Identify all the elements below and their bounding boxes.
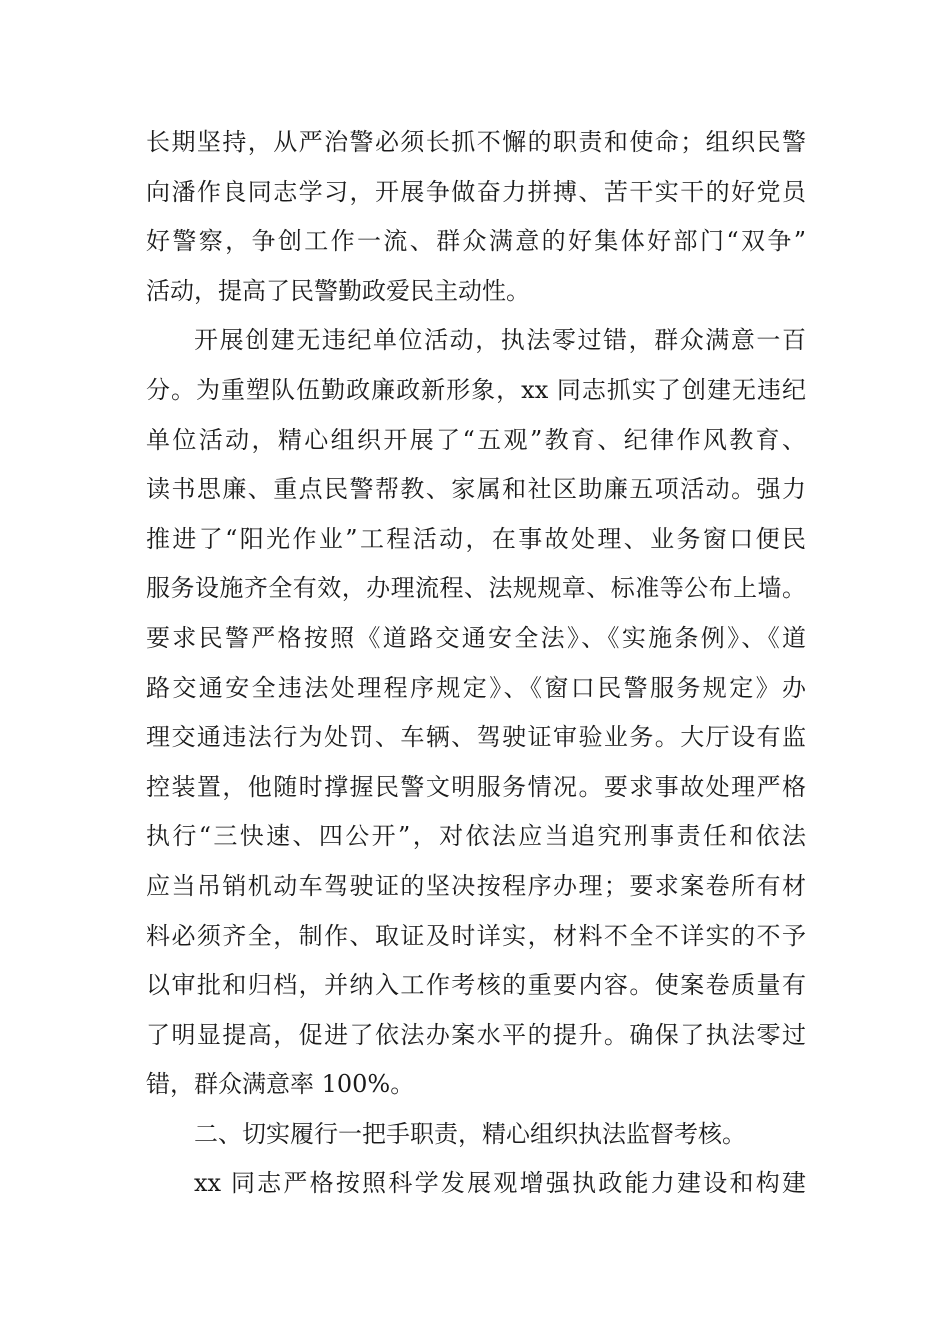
text-line: 执行“三快速、四公开”，对依法应当追究刑事责任和依法 xyxy=(146,822,806,851)
paragraph-first-line: xx 同志严格按照科学发展观增强执政能力建设和构建 xyxy=(194,1169,806,1198)
text-line: 服务设施齐全有效，办理流程、法规规章、标准等公布上墙。 xyxy=(146,574,806,603)
paragraph-first-line: 开展创建无违纪单位活动，执法零过错，群众满意一百 xyxy=(194,326,806,355)
text-line: 活动，提高了民警勤政爱民主动性。 xyxy=(146,276,530,305)
text-line: 了明显提高，促进了依法办案水平的提升。确保了执法零过 xyxy=(146,1020,806,1049)
text-line: 读书思廉、重点民警帮教、家属和社区助廉五项活动。强力 xyxy=(146,475,806,504)
section-heading: 二、切实履行一把手职责，精心组织执法监督考核。 xyxy=(194,1119,746,1148)
text-line: 长期坚持，从严治警必须长抓不懈的职责和使命；组织民警 xyxy=(146,128,806,156)
text-line: 应当吊销机动车驾驶证的坚决按程序办理；要求案卷所有材 xyxy=(146,871,806,900)
document-body xyxy=(146,118,806,1209)
text-line: 错，群众满意率 100%。 xyxy=(146,1070,415,1099)
text-line: 料必须齐全，制作、取证及时详实，材料不全不详实的不予 xyxy=(146,921,806,950)
text-line: 以审批和归档，并纳入工作考核的重要内容。使案卷质量有 xyxy=(146,971,806,1000)
text-line: 理交通违法行为处罚、车辆、驾驶证审验业务。大厅设有监 xyxy=(146,723,806,752)
text-line: 向潘作良同志学习，开展争做奋力拼搏、苦干实干的好党员 xyxy=(146,177,806,206)
text-line: 推进了“阳光作业”工程活动，在事故处理、业务窗口便民 xyxy=(146,524,806,553)
text-line: 单位活动，精心组织开展了“五观”教育、纪律作风教育、 xyxy=(146,425,806,454)
text-line: 要求民警严格按照《道路交通安全法》、《实施条例》、《道 xyxy=(146,623,806,652)
text-line: 分。为重塑队伍勤政廉政新形象，xx 同志抓实了创建无违纪 xyxy=(146,375,806,404)
text-line: 好警察，争创工作一流、群众满意的好集体好部门“双争” xyxy=(146,227,806,256)
text-line: 控装置，他随时撑握民警文明服务情况。要求事故处理严格 xyxy=(146,772,806,801)
text-line: 路交通安全违法处理程序规定》、《窗口民警服务规定》办 xyxy=(146,673,806,702)
